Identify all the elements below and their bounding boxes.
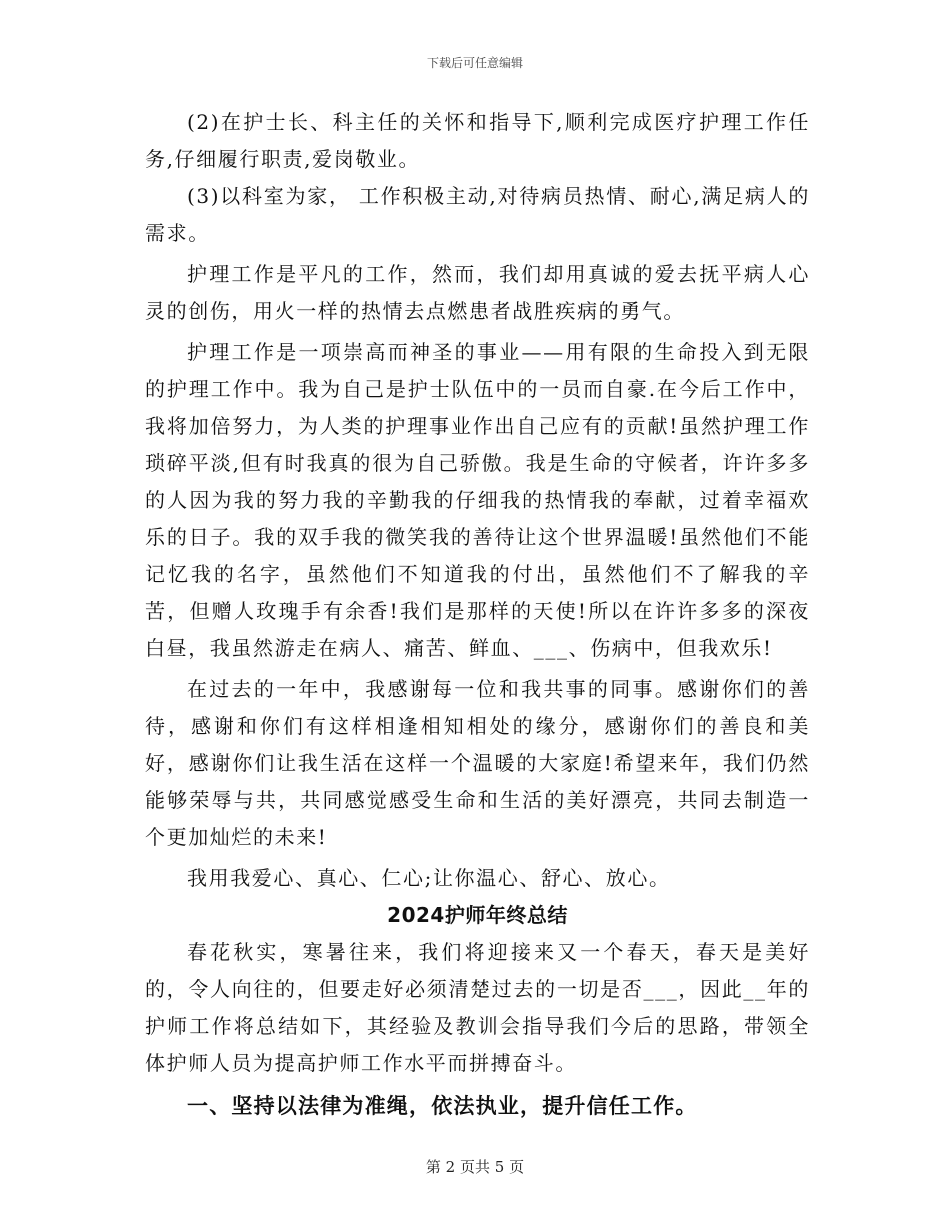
section-title: 2024护师年终总结 — [387, 903, 568, 927]
paragraph-item-3: (3)以科室为家， 工作积极主动,对待病员热情、耐心,满足病人的需求。 — [145, 184, 810, 245]
paragraph-item-2: (2)在护士长、科主任的关怀和指导下,顺利完成医疗护理工作任务,仔细履行职责,爱岗敬业。 — [145, 110, 810, 171]
paragraph-nursing-ordinary: 护理工作是平凡的工作，然而，我们却用真诚的爱去抚平病人心灵的创伤，用火一样的热情去点燃患者战胜疾病的勇气。 — [145, 262, 810, 323]
paragraph-nursing-sacred: 护理工作是一项崇高而神圣的事业——用有限的生命投入到无限的护理工作中。我为自己是护士队伍中的一员而自豪.在今后工作中，我将加倍努力，为人类的护理事业作出自己应有的贡献!虽然护理工作琐碎平淡,但有时我真的很为自己骄傲。我是生命的守候者，许许多多的人因为我的努力我的辛勤我的仔细我的热情我的奉献，过着幸福欢乐的日子。我的双手我的微笑我的善待让这个世界温暖!虽然他们不能记忆我的名字，虽然他们不知道我的付出，虽然他们不了解我的辛苦，但赠人玫瑰手有余香!我们是那样的天使!所以在许许多多的深夜白昼，我虽然游走在病人、痛苦、鲜血、___、伤病中，但我欢乐! — [145, 340, 810, 660]
paragraph-motto: 我用我爱心、真心、仁心;让你温心、舒心、放心。 — [187, 866, 671, 890]
header-note: 下载后可任意编辑 — [426, 56, 523, 70]
heading-one: 一、坚持以法律为准绳，依法执业，提升信任工作。 — [187, 1094, 698, 1118]
document-content — [145, 104, 810, 1126]
paragraph-section-intro: 春花秋实，寒暑往来，我们将迎接来又一个春天，春天是美好的，令人向往的，但要走好必须清楚过去的一切是否___，因此__年的护师工作将总结如下，其经验及教训会指导我们今后的思路，带领全体护师人员为提高护师工作水平而拼搏奋斗。 — [145, 940, 810, 1075]
paragraph-thanks-colleagues: 在过去的一年中，我感谢每一位和我共事的同事。感谢你们的善待，感谢和你们有这样相逢相知相处的缘分，感谢你们的善良和美好，感谢你们让我生活在这样一个温暖的大家庭!希望来年，我们仍然能够荣辱与共，共同感觉感受生命和生活的美好漂亮，共同去制造一个更加灿烂的未来! — [145, 677, 810, 849]
page-number: 第 2 页共 5 页 — [425, 1158, 525, 1176]
